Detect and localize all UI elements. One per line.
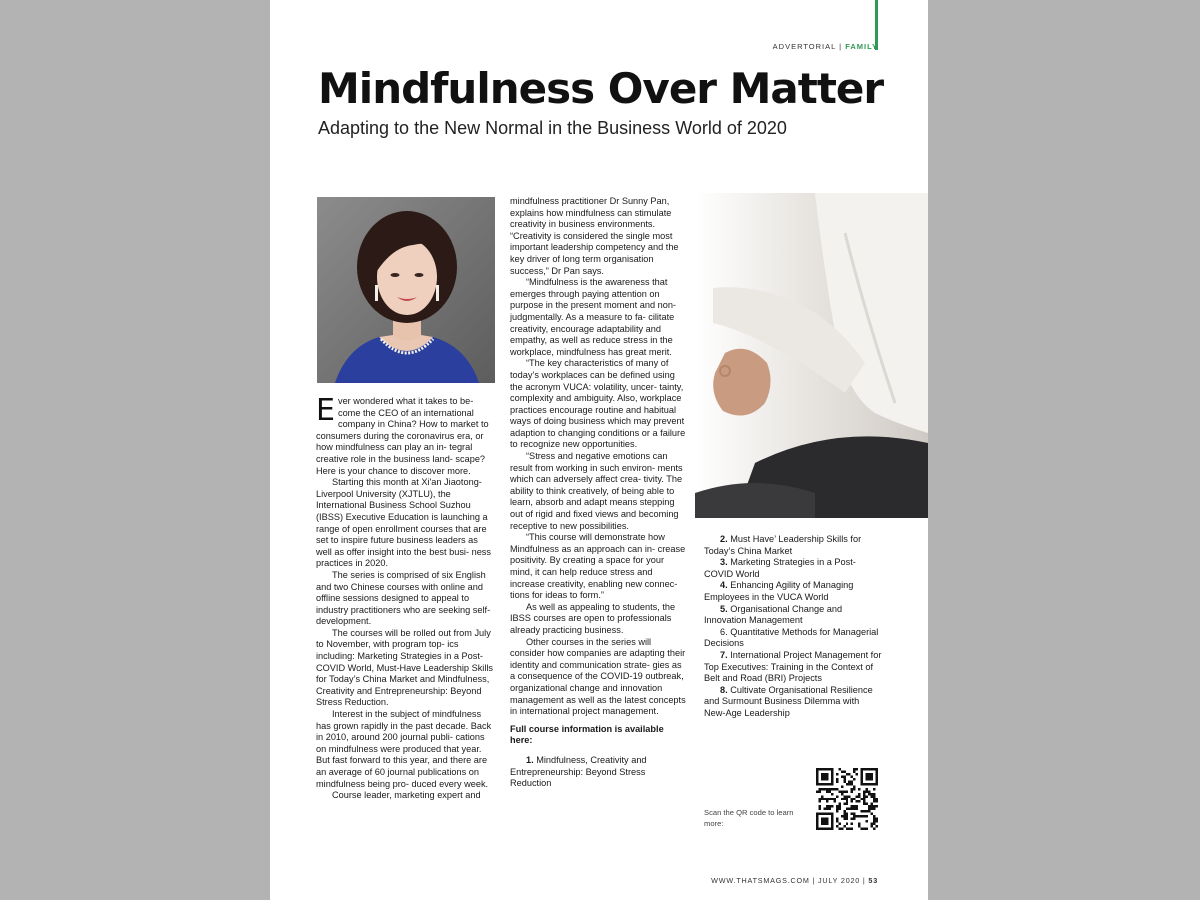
course-item: [510, 755, 688, 790]
course-info-heading: Full course information is available here:: [510, 723, 664, 746]
course-title: Organisational Change and Innovation Management: [704, 603, 843, 626]
article-paragraph: As well as appealing to students, the IBSS courses are open to professionals already practicing business.: [510, 601, 676, 635]
qr-code[interactable]: [816, 768, 878, 830]
course-number: 4.: [720, 580, 728, 591]
article-paragraph: “Mindfulness is the awareness that emerges through paying attention on purpose in the present moment and non-judgmentally. As a measure to fa- cilitate creativity, encourage adaptability and empathy, as well as reduce stress in the workplace, mindfulness has great merit.: [510, 277, 676, 357]
course-title: Cultivate Organisational Resilience and Surmount Business Dilemma with New-Age Leadership: [704, 684, 873, 718]
article-paragraph: mindfulness practitioner Dr Sunny Pan, explains how mindfulness can stimulate creativity in business environments. “Creativity is considered the single most important leadership competency and the key driver of long term organisation success,” Dr Pan says.: [510, 196, 679, 276]
category-label: FAMILY: [845, 42, 878, 51]
course-item: [704, 604, 882, 627]
section-label: ADVERTORIAL: [772, 42, 837, 51]
intro-text: ver wondered what it takes to be- come the CEO of an international company in China? How to market to consumers during the coronavirus era, or how mindfulness can play an in- tegral creative role in the business land- scape? Here is your chance to discover more.: [316, 396, 489, 476]
article-paragraph: [316, 393, 494, 477]
article-paragraph: Starting this month at Xi'an Jiaotong- Liverpool University (XJTLU), the International Business School Suzhou (IBSS) Executive Education is launching a range of open enrollment courses that are set to inspire future business leaders as well as offer insight into the best busi- ness practices in 2020.: [316, 477, 491, 569]
course-title: Enhancing Agility of Managing Employees in the VUCA World: [704, 580, 854, 602]
course-number: 7.: [720, 649, 728, 660]
footer-separator: |: [862, 876, 866, 885]
article-paragraph: “The key characteristics of many of today’s workplaces can be defined using the acronym VUCA: volatility, uncer- tainty, complexity and ambiguity. Also, workplace practices encourage routine and habitual ways of doing business which may prevent adaption to changing conditions or a failure to recognize new opportunities.: [510, 358, 686, 450]
page-footer: [711, 876, 878, 885]
course-item: [704, 650, 882, 685]
article-column-1: [316, 393, 494, 802]
qr-caption: Scan the QR code to learn more:: [704, 808, 794, 828]
section-separator: |: [839, 42, 843, 51]
article-subtitle: Adapting to the New Normal in the Business World of 2020: [318, 118, 787, 138]
footer-separator: |: [812, 876, 816, 885]
course-number: 5.: [720, 603, 728, 614]
course-number: 1.: [526, 754, 534, 765]
article-column-2: [510, 196, 688, 790]
page-number: 53: [868, 876, 878, 885]
section-tag: [773, 42, 878, 51]
course-item: [704, 534, 882, 557]
course-title: Marketing Strategies in a Post-COVID World: [704, 557, 856, 579]
article-paragraph: “Stress and negative emotions can result from working in such environ- ments which can adversely affect crea- tivity. The ability to think creatively, of being able to learn, absorb and adapt means stepping out of rigid and fixed views and becoming receptive to new possibilities.: [510, 451, 683, 531]
meditation-photo: [695, 193, 928, 518]
course-item: [704, 627, 882, 650]
course-number: 8.: [720, 684, 728, 695]
course-number: 6.: [720, 626, 728, 637]
article-paragraph: The series is comprised of six English and two Chinese courses with online and offline sessions designed to appeal to industry practitioners who are seeking self-development.: [316, 569, 491, 627]
footer-issue: JULY 2020: [817, 876, 861, 885]
footer-site: WWW.THATSMAGS.COM: [711, 876, 810, 885]
article-paragraph: Other courses in the series will consider how companies are adapting their identity and communication strate- gies as a consequence of the COVID-19 outbreak, organizational change and innovation management as well as the latest concepts in international project management.: [510, 636, 686, 717]
magazine-page: [270, 0, 928, 900]
course-list: [704, 534, 882, 720]
course-number: 3.: [720, 557, 728, 568]
article-paragraph: The courses will be rolled out from July to November, with program top- ics including: Marketing Strategies in a Post-COVID World, Must-Have Leadership Skills for Today’s China Market and Mindfulness, Creativity and Entrepreneurship: Beyond Stress Reduction.: [316, 627, 494, 708]
course-title: Must Have’ Leadership Skills for Today’s China Market: [704, 534, 862, 556]
drop-cap: E: [316, 393, 335, 428]
article-title: Mindfulness Over Matter: [318, 64, 884, 113]
course-title: Quantitative Methods for Managerial Decisions: [704, 626, 879, 649]
portrait-photo: [317, 197, 495, 383]
course-item: [704, 557, 882, 580]
course-item: [704, 685, 882, 720]
course-title: Mindfulness, Creativity and Entrepreneurship: Beyond Stress Reduction: [510, 754, 647, 789]
article-paragraph: Interest in the subject of mindfulness has grown rapidly in the past decade. Back in 2010, around 200 journal publi- cations on mindfulness were produced that year. But fast forward to this year, and there are an average of 60 journal publications on mindfulness being pro- duced every week.: [316, 709, 492, 789]
article-paragraph: Course leader, marketing expert and: [332, 790, 481, 801]
course-item: [704, 580, 882, 603]
article-paragraph: “This course will demonstrate how Mindfulness as an approach can in- crease positivity. By creating a space for your mind, it can help reduce stress and increase creativity, enabling new connec- tions for ideas to form.”: [510, 532, 686, 601]
course-title: International Project Management for Top Executives: Training in the Context of Belt and Road (BRI) Projects: [704, 649, 882, 684]
course-number: 2.: [720, 534, 728, 544]
